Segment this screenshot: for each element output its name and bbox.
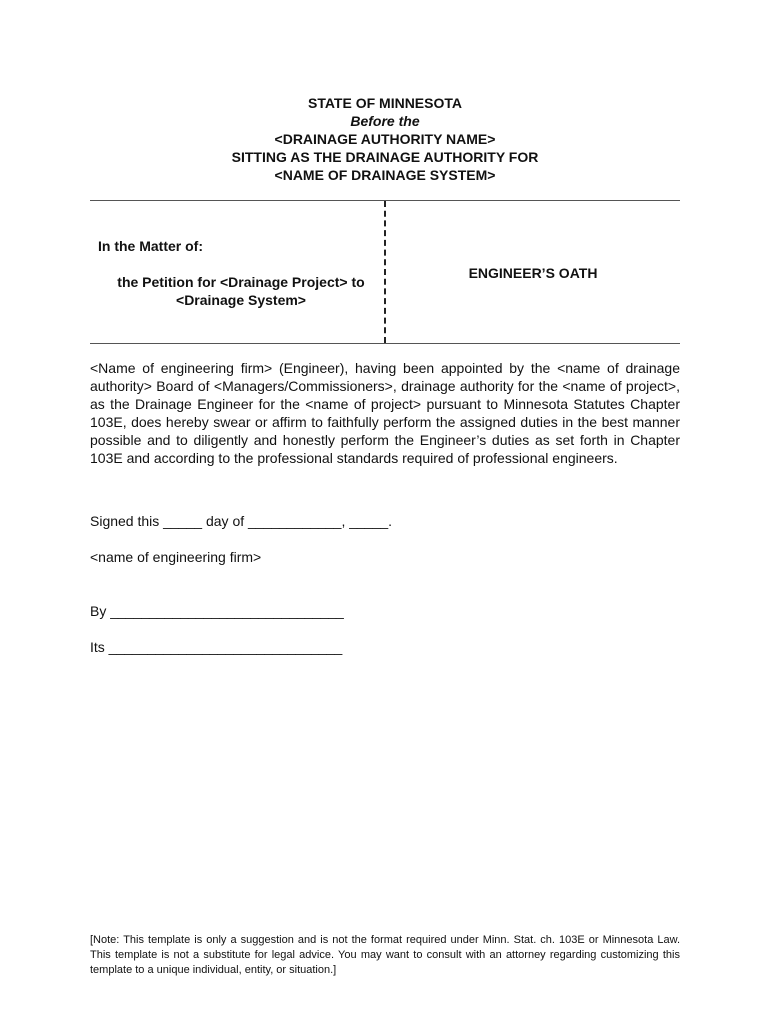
petition-line-1: the Petition for <Drainage Project> to (117, 274, 365, 290)
document-title: ENGINEER’S OATH (468, 265, 598, 281)
petition-line-2: <Drainage System> (176, 292, 306, 308)
header-state: STATE OF MINNESOTA (308, 95, 462, 111)
signed-date-line: Signed this _____ day of ____________, _____. (90, 513, 393, 529)
document-header (90, 94, 680, 184)
petition-description (90, 273, 384, 309)
header-authority-name: <DRAINAGE AUTHORITY NAME> (274, 131, 496, 147)
firm-name-line: <name of engineering firm> (90, 549, 262, 565)
header-sitting-as: SITTING AS THE DRAINAGE AUTHORITY FOR (231, 149, 539, 165)
caption-matter (90, 237, 384, 309)
by-signature-line: By ______________________________ (90, 603, 344, 619)
caption-bottom-rule (90, 343, 680, 344)
its-title-line: Its ______________________________ (90, 639, 343, 655)
legal-note: [Note: This template is only a suggestion and is not the format required under Minn. Stat. ch. 103E or Minnesota Law. This template is not a substitute for legal advice. You may want to consult with an attorney regarding customizing this template to a unique individual, entity, or situation.] (90, 934, 680, 976)
header-system-name: <NAME OF DRAINAGE SYSTEM> (274, 167, 496, 183)
matter-label: In the Matter of: (98, 238, 203, 254)
header-before-the: Before the (350, 113, 420, 129)
oath-paragraph: <Name of engineering firm> (Engineer), having been appointed by the <name of drainage authority> Board of <Managers/Commissioners>, drainage authority for the <name of project>, as the Drainage Engineer for the <name of project> pursuant to Minnesota Statutes Chapter 103E, does hereby swear or affirm to faithfully perform the assigned duties in the best manner possible and to diligently and honestly perform the Engineer’s duties as set forth in Chapter 103E and according to the professional standards required of professional engineers. (90, 360, 680, 466)
